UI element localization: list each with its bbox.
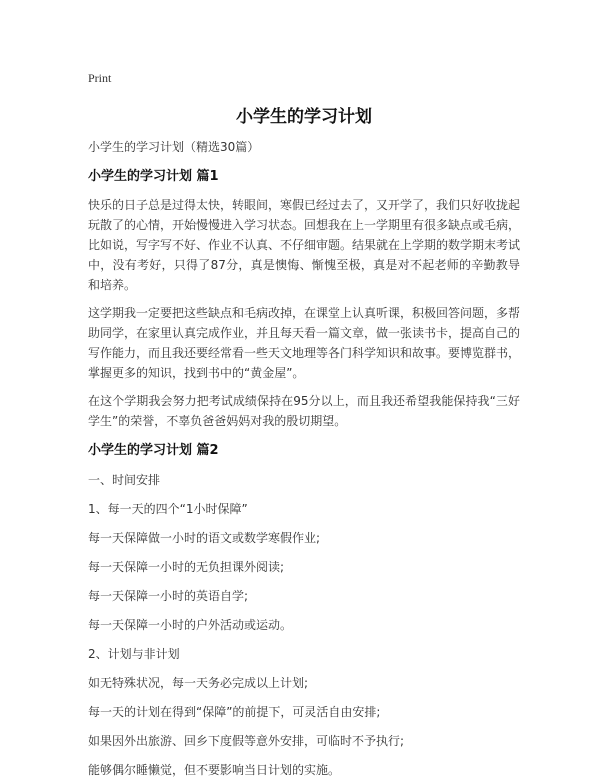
section-2-line-must-complete: 如无特殊状况，每一天务必完成以上计划;	[88, 676, 309, 690]
subtitle: 小学生的学习计划（精选30篇）	[88, 140, 260, 154]
page-title: 小学生的学习计划	[236, 107, 372, 127]
section-1-paragraph-2: 这学期我一定要把这些缺点和毛病改掉，在课堂上认真听课，积极回答问题，多帮助同学，在家里认真完成作业，并且每天看一篇文章，做一张读书卡，提高自己的写作能力，而且我还要经常看一些天文地理等各门科学知识和故事。要博览群书，掌握更多的知识，找到书中的“黄金屋”。	[88, 306, 521, 380]
print-label: Print	[88, 71, 112, 85]
section-2-line-four-hours: 1、每一天的四个“1小时保障”	[88, 502, 248, 516]
section-2-line-outdoor: 每一天保障一小时的户外活动或运动。	[88, 618, 293, 632]
section-2-heading: 小学生的学习计划 篇2	[88, 443, 219, 458]
section-1-paragraph-3: 在这个学期我会努力把考试成绩保持在95分以上，而且我还希望我能保持我“三好学生”的荣誉，不辜负爸爸妈妈对我的殷切期望。	[88, 394, 520, 428]
section-2-line-time-arrangement: 一、时间安排	[88, 473, 161, 487]
section-2-line-english: 每一天保障一小时的英语自学;	[88, 589, 249, 603]
section-2-line-homework: 每一天保障做一小时的语文或数学寒假作业;	[88, 531, 321, 545]
section-2-line-plan-nonplan: 2、计划与非计划	[88, 647, 180, 661]
section-2-line-exceptions: 如果因外出旅游、回乡下度假等意外安排，可临时不予执行;	[88, 734, 405, 748]
section-2-line-flexible: 每一天的计划在得到“保障”的前提下，可灵活自由安排;	[88, 705, 381, 719]
section-2-line-reading: 每一天保障一小时的无负担课外阅读;	[88, 560, 285, 574]
section-2-line-sleep-in: 能够偶尔睡懒觉，但不要影响当日计划的实施。	[88, 763, 341, 777]
section-1-heading: 小学生的学习计划 篇1	[88, 169, 219, 184]
section-1-paragraph-1: 快乐的日子总是过得太快，转眼间，寒假已经过去了，又开学了，我们只好收拢起玩散了的心情，开始慢慢进入学习状态。回想我在上一学期里有很多缺点或毛病，比如说，写字写不好、作业不认真、不仔细审题。结果就在上学期的数学期末考试中，没有考好，只得了87分，真是懊悔、惭愧至极，真是对不起老师的辛勤教导和培养。	[88, 198, 521, 292]
